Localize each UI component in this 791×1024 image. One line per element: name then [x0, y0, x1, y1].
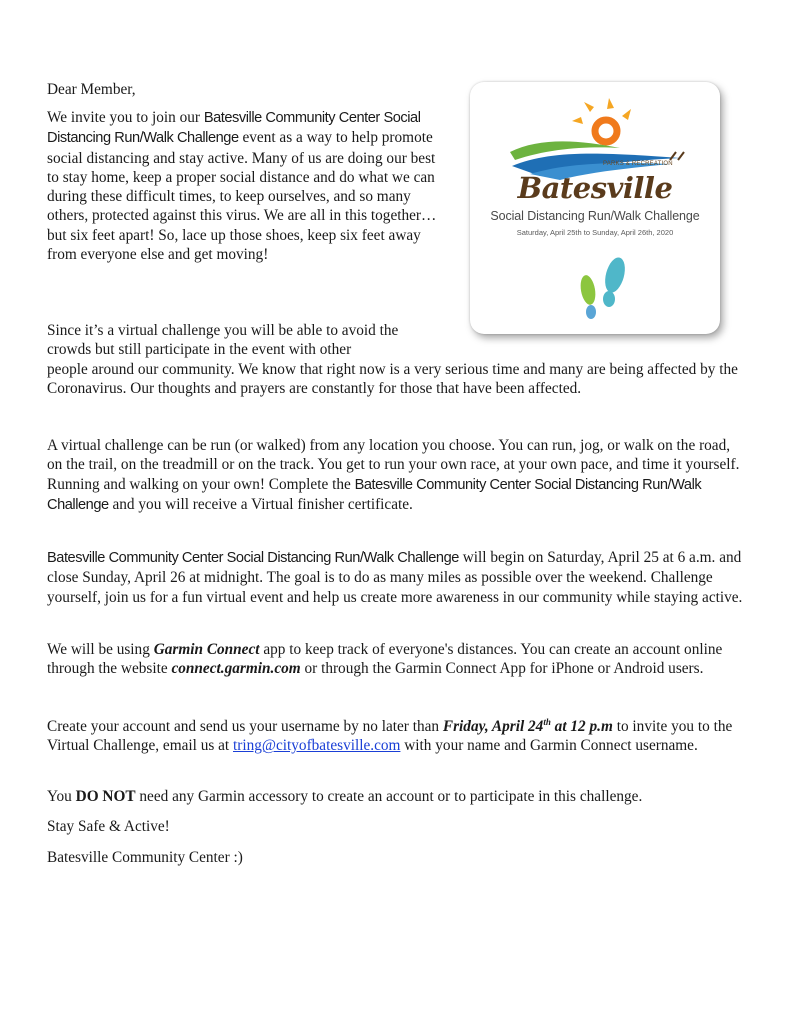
p3-text-a: A virtual challenge can be run (or walked) from any location you choose. You can run, jog, or walk on the road, on the trail, on the treadmill or on the track. You get to run your own race, at your own pace, and time it yourself. Running and walking on your own! Complete the — [47, 437, 740, 493]
footprints-icon — [579, 255, 629, 319]
p1-text-c: event as a way to help promote social distancing and stay active. Many of us are doing our best to stay home, keep a proper social distance and do what we can during these difficult times, to keep ourselves, and so many others, protected against this virus. We are all in this together…but six feet apart! So, lace up those shoes, keep six feet away from everyone else and get moving! — [47, 129, 437, 264]
p3-text-c: and you will receive a Virtual finisher certificate. — [108, 495, 413, 513]
p5-text-e: or through the Garmin Connect App for iPhone or Android users. — [300, 660, 704, 678]
do-not: DO NOT — [75, 788, 136, 805]
event-logo — [470, 82, 720, 334]
deadline-time: at 12 p.m — [550, 718, 613, 736]
garmin-connect: Garmin Connect — [153, 641, 260, 658]
paragraph-how — [47, 436, 749, 515]
logo-parks: PARKS & RECREATION — [603, 161, 673, 167]
p6-text-d: to invite you to the Virtual Challenge, email us at — [47, 718, 733, 755]
paragraph-account — [47, 713, 749, 756]
paragraph-garmin — [47, 640, 749, 679]
event-name: Batesville Community Center Social Distancing Run/Walk Challenge — [47, 550, 459, 566]
sun-icon — [572, 98, 631, 142]
p2-text-b: people around our community. We know that right now is a very serious time and many are being affected by the Coronavirus. Our thoughts and prayers are constantly for those that have been affected. — [47, 360, 738, 397]
greeting: Dear Member, — [47, 81, 136, 98]
paragraph-invitation — [47, 108, 439, 264]
email-link[interactable]: tring@cityofbatesville.com — [233, 737, 401, 755]
garmin-website: connect.garmin.com — [171, 660, 301, 678]
paragraph-accessory — [47, 787, 749, 806]
signature: Batesville Community Center :) — [47, 849, 243, 866]
p1-text-a: We invite you to join our — [47, 109, 204, 126]
p7-text-c: need any Garmin accessory to create an account or to participate in this challenge. — [135, 788, 643, 805]
p5-text-c: app to keep track of everyone's distances. You can create an account online through the website — [47, 641, 723, 678]
logo-dates: Saturday, April 25th to Sunday, April 26th, 2020 — [516, 228, 674, 237]
p2-text-a: Since it’s a virtual challenge you will be able to avoid the crowds but still participate in the event with other — [47, 322, 399, 359]
deadline-date: Friday, April 24 — [442, 718, 544, 736]
event-name: Batesville Community Center Social Distancing Run/Walk Challenge — [47, 110, 421, 147]
logo-brand: Batesville — [517, 171, 673, 205]
paragraph-schedule — [47, 548, 749, 607]
deadline-sup: th — [543, 717, 551, 727]
closing: Stay Safe & Active! — [47, 818, 170, 835]
logo-artwork — [470, 82, 720, 334]
p6-text-e: with your name and Garmin Connect username. — [400, 737, 698, 755]
p4-text-b: will begin on Saturday, April 25 at 6 a.m. and close Sunday, April 26 at midnight. The goal is to do as many miles as possible over the weekend. Challenge yourself, join us for a fun virtual event and help us create more awareness in our community while staying active. — [47, 549, 743, 606]
p6-text-a: Create your account and send us your username by no later than — [47, 718, 443, 736]
logo-challenge: Social Distancing Run/Walk Challenge — [490, 209, 700, 223]
p5-text-a: We will be using — [47, 641, 154, 658]
event-name: Batesville Community Center Social Distancing Run/Walk Challenge — [47, 476, 702, 513]
p7-text-a: You — [47, 788, 76, 805]
